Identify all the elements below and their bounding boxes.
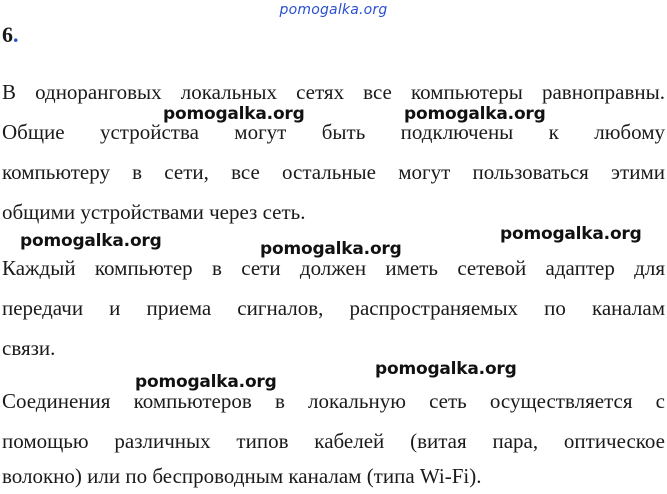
- watermark: pomogalka.org: [500, 224, 642, 244]
- watermark: pomogalka.org: [404, 104, 546, 124]
- site-watermark-top: pomogalka.org: [279, 2, 388, 18]
- watermark: pomogalka.org: [260, 239, 402, 259]
- paragraph-2-line-2: передачи и приема сигналов, распространяемых по каналам: [2, 296, 665, 320]
- paragraph-2-line-1: Каждый компьютер в сети должен иметь сетевой адаптер для: [2, 256, 665, 280]
- paragraph-1-line-3: компьютеру в сети, все остальные могут пользоваться этими: [2, 160, 665, 184]
- watermark: pomogalka.org: [375, 359, 517, 379]
- paragraph-3-line-1: Соединения компьютеров в локальную сеть осуществляется с: [2, 389, 665, 413]
- task-number-dot: .: [13, 22, 19, 47]
- paragraph-1-line-1: В одноранговых локальных сетях все компьютеры равноправны.: [2, 80, 665, 104]
- paragraph-1-line-2: Общие устройства могут быть подключены к любому: [2, 120, 665, 144]
- paragraph-1-line-4: общими устройствами через сеть.: [2, 200, 306, 224]
- task-number-value: 6: [2, 22, 13, 47]
- paragraph-3-line-3: волокно) или по беспроводным каналам (типа Wi-Fi).: [2, 464, 482, 488]
- watermark: pomogalka.org: [163, 104, 305, 124]
- paragraph-3-line-2: помощью различных типов кабелей (витая пара, оптическое: [2, 429, 665, 453]
- paragraph-2-line-3: связи.: [2, 336, 56, 360]
- watermark: pomogalka.org: [20, 231, 162, 251]
- watermark: pomogalka.org: [135, 372, 277, 392]
- task-number: [2, 22, 19, 48]
